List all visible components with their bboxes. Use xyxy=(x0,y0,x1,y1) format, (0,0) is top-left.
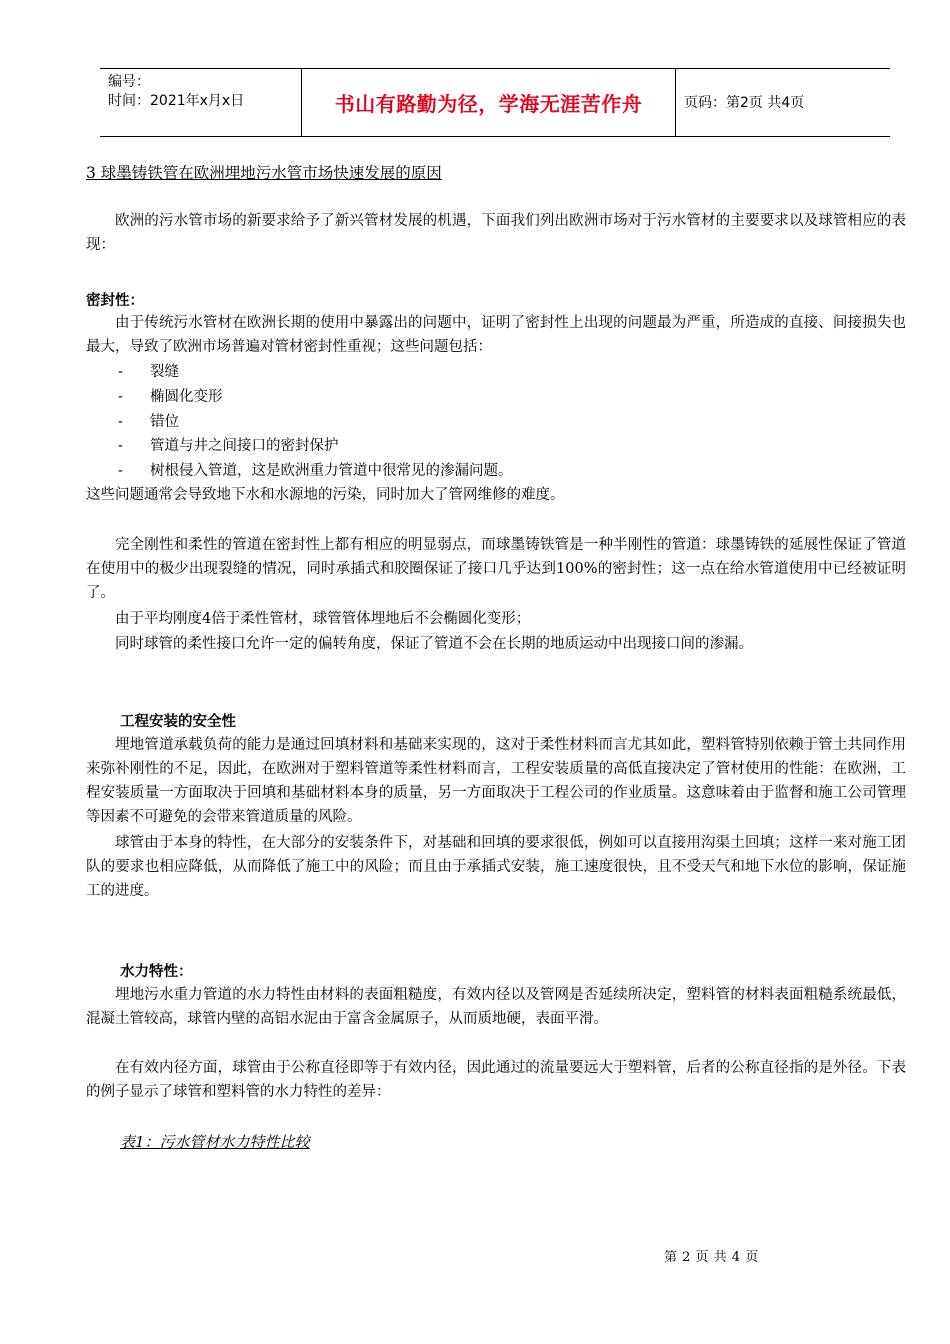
list-item xyxy=(118,385,223,406)
intro-paragraph: 欧洲的污水管市场的新要求给予了新兴管材发展的机遇，下面我们列出欧洲市场对于污水管材的主要要求以及球管相应的表现： xyxy=(86,213,906,253)
list-marker: - xyxy=(118,463,123,479)
table-caption: 表1：污水管材水力特性比较 xyxy=(120,1133,310,1151)
list-item-text: 树根侵入管道，这是欧洲重力管道中很常见的渗漏问题。 xyxy=(150,463,513,479)
page-header xyxy=(100,68,890,137)
section-title: 3 球墨铸铁管在欧洲埋地污水管市场快速发展的原因 xyxy=(86,164,442,182)
sealing-paragraph-3: 完全刚性和柔性的管道在密封性上都有相应的明显弱点，而球墨铸铁管是一种半刚性的管道：球墨铸铁的延展性保证了管道在使用中的极少出现裂缝的情况，同时承插式和胶圈保证了接口几乎达到100%的密封性；这一点在给水管道使用中已经被证明了。 xyxy=(86,537,906,601)
list-item-text: 椭圆化变形 xyxy=(150,389,223,405)
list-marker: - xyxy=(118,364,123,380)
sealing-paragraph-5: 同时球管的柔性接口允许一定的偏转角度，保证了管道不会在长期的地质运动中出现接口间的渗漏。 xyxy=(115,636,753,652)
header-motto-cell xyxy=(301,69,676,136)
page-label: 页码：第2页 共4页 xyxy=(684,95,805,111)
list-marker: - xyxy=(118,389,123,405)
safety-paragraph-2: 球管由于本身的特性，在大部分的安装条件下，对基础和回填的要求很低，例如可以直接用沟渠土回填；这样一来对施工团队的要求也相应降低，从而降低了施工中的风险；而且由于承插式安装，施工速度很快，且不受天气和地下水位的影响，保证施工的进度。 xyxy=(86,835,906,899)
number-label: 编号： xyxy=(108,74,150,90)
list-item-text: 错位 xyxy=(150,414,179,430)
list-item-text: 管道与井之间接口的密封保护 xyxy=(150,438,339,454)
list-item xyxy=(118,360,179,381)
list-item xyxy=(118,434,339,455)
header-info-cell xyxy=(100,69,300,136)
list-item xyxy=(118,410,179,431)
sealing-paragraph-1: 由于传统污水管材在欧洲长期的使用中暴露出的问题中，证明了密封性上出现的问题最为严重，所造成的直接、间接损失也最大，导致了欧洲市场普遍对管材密封性重视；这些问题包括： xyxy=(86,315,906,355)
page-footer: 第 2 页 共 4 页 xyxy=(664,1250,759,1265)
safety-heading: 工程安装的安全性 xyxy=(120,714,236,730)
sealing-heading: 密封性： xyxy=(86,293,144,309)
list-marker: - xyxy=(118,414,123,430)
hydraulic-heading: 水力特性： xyxy=(120,964,193,980)
list-item xyxy=(118,459,513,480)
time-label: 时间：2021年x月x日 xyxy=(108,93,245,109)
hydraulic-paragraph-2: 在有效内径方面，球管由于公称直径即等于有效内径，因此通过的流量要远大于塑料管，后者的公称直径指的是外径。下表的例子显示了球管和塑料管的水力特性的差异： xyxy=(86,1060,906,1100)
hydraulic-paragraph-1: 埋地污水重力管道的水力特性由材料的表面粗糙度，有效内径以及管网是否延续所决定，塑料管的材料表面粗糙系统最低，混凝土管较高，球管内壁的高铝水泥由于富含金属原子，从而质地硬，表面平滑。 xyxy=(86,987,906,1027)
list-item-text: 裂缝 xyxy=(150,364,179,380)
sealing-paragraph-2: 这些问题通常会导致地下水和水源地的污染，同时加大了管网维修的难度。 xyxy=(86,487,565,503)
safety-paragraph-1: 埋地管道承载负荷的能力是通过回填材料和基础来实现的，这对于柔性材料而言尤其如此，塑料管特别依赖于管土共同作用来弥补刚性的不足，因此，在欧洲对于塑料管道等柔性材料而言，工程安装质量的高低直接决定了管材使用的性能：在欧洲，工程安装质量一方面取决于回填和基础材料本身的质量，另一方面取决于工程公司的作业质量。这意味着由于监督和施工公司管理等因素不可避免的会带来管道质量的风险。 xyxy=(86,737,906,825)
sealing-paragraph-4: 由于平均刚度4倍于柔性管材，球管管体埋地后不会椭圆化变形； xyxy=(115,611,531,627)
list-marker: - xyxy=(118,438,123,454)
motto-text: 书山有路勤为径，学海无涯苦作舟 xyxy=(334,92,643,116)
